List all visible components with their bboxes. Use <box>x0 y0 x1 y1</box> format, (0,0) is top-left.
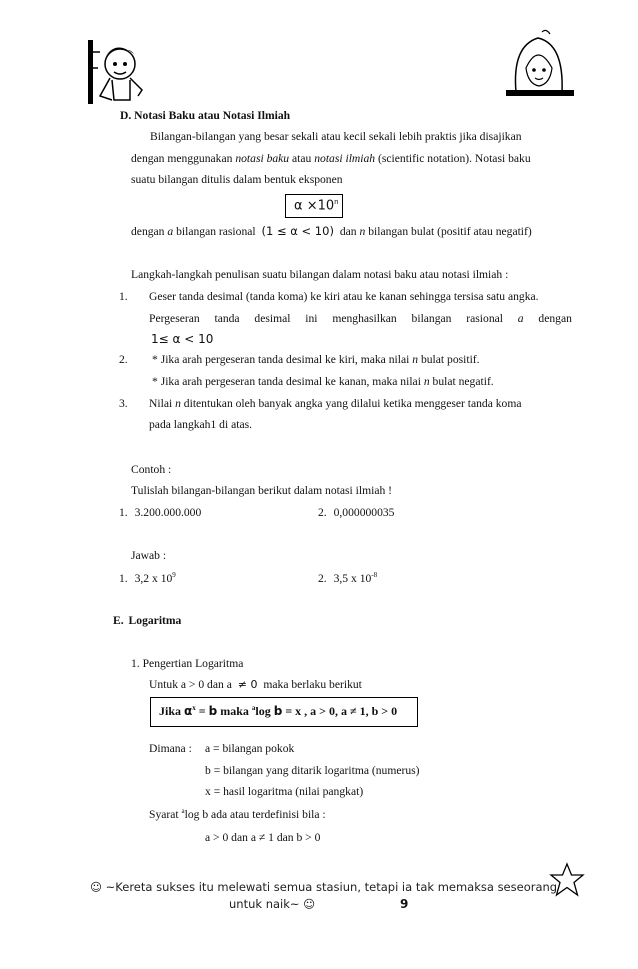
var-b: b <box>208 704 218 718</box>
item-base: 3,2 x 10 <box>134 571 173 585</box>
step1-number: 1. <box>119 290 128 303</box>
syarat-condition: a > 0 dan a ≠ 1 dan b > 0 <box>205 831 321 844</box>
term-notasi-ilmiah: notasi ilmiah <box>314 152 376 165</box>
word: dengan <box>538 312 572 325</box>
step2-line2 <box>152 375 494 388</box>
example-item-1 <box>119 506 201 519</box>
section-d-heading: D. Notasi Baku atau Notasi Ilmiah <box>120 109 291 122</box>
var-a: a <box>167 225 174 238</box>
step2-number: 2. <box>119 353 128 366</box>
item-number: 1. <box>119 506 128 519</box>
item-value: 0,000000035 <box>333 506 395 519</box>
range-expression: (1 ≤ α < 10) <box>261 224 334 238</box>
page-number: 9 <box>400 897 409 911</box>
var-a: a <box>517 312 524 325</box>
dimana-item: x = hasil logaritma (nilai pangkat) <box>205 785 364 798</box>
var-n: n <box>412 353 419 366</box>
section-d-para-line3: suatu bilangan ditulis dalam bentuk eksponen <box>131 173 343 186</box>
formula-description <box>131 224 532 238</box>
log-base: a <box>251 704 256 712</box>
text: Untuk a > 0 dan a <box>149 678 232 691</box>
step3-line2: pada langkah1 di atas. <box>149 418 253 431</box>
heading-letter: E. <box>113 614 124 627</box>
logaritma-subheading: 1. Pengertian Logaritma <box>131 657 244 670</box>
formula-box <box>285 194 343 218</box>
alpha: α <box>184 704 193 718</box>
example-item-2 <box>318 506 394 519</box>
logaritma-condition <box>149 678 362 691</box>
text: = x , a > 0, a ≠ 1, b > 0 <box>282 704 398 718</box>
text: * Jika arah pergeseran tanda desimal ke kiri, maka nilai <box>152 353 410 366</box>
word: ini <box>305 312 318 325</box>
word: menghasilkan <box>332 312 397 325</box>
word: tanda <box>214 312 240 325</box>
var-n: n <box>423 375 430 388</box>
exponent-x: x <box>192 704 196 712</box>
section-d-para-line1 <box>150 130 573 143</box>
step2-line1 <box>152 353 480 366</box>
text: (scientific notation). Notasi baku <box>378 152 531 165</box>
step1-line1: Geser tanda desimal (tanda koma) ke kiri atau ke kanan sehingga tersisa satu angka. <box>149 290 539 303</box>
formula <box>294 198 339 213</box>
steps-intro: Langkah-langkah penulisan suatu bilangan dalam notasi baku atau notasi ilmiah : <box>131 268 509 281</box>
footer-quote-line1: ☺ ~Kereta sukses itu melewati semua stasiun, tetapi ia tak memaksa seseorang <box>90 880 558 894</box>
boy-cartoon-illustration <box>86 38 148 108</box>
answer-item-2 <box>318 571 377 585</box>
girl-cartoon-illustration <box>502 28 576 102</box>
var-n: n <box>359 225 366 238</box>
step3-line1 <box>149 397 522 410</box>
dimana-item: a = bilangan pokok <box>205 742 295 755</box>
star-icon <box>548 862 586 898</box>
dimana-label: Dimana : <box>149 742 192 755</box>
step3-number: 3. <box>119 397 128 410</box>
example-intro: Tulislah bilangan-bilangan berikut dalam notasi ilmiah ! <box>131 484 393 497</box>
formula-base: α ×10 <box>294 198 335 214</box>
word: Pergeseran <box>149 312 200 325</box>
section-e-heading <box>113 614 181 627</box>
word: bilangan <box>411 312 452 325</box>
text: maka <box>217 704 252 718</box>
neq-zero: ≠ 0 <box>237 678 258 691</box>
text: bulat positif. <box>420 353 480 366</box>
text: log <box>255 704 274 718</box>
item-number: 1. <box>119 571 128 585</box>
answer-item-1 <box>119 571 176 585</box>
text: dengan <box>131 225 165 238</box>
text: log b ada atau terdefinisi bila : <box>184 807 326 821</box>
var-b: b <box>273 704 283 718</box>
text: = <box>195 704 209 718</box>
step1-line2 <box>149 312 572 325</box>
example-label: Contoh : <box>131 463 172 476</box>
term-notasi-baku: notasi baku <box>235 152 290 165</box>
step1-range: 1≤ α < 10 <box>151 332 214 346</box>
text: bilangan bulat (positif atau negatif) <box>368 225 532 238</box>
formula-exponent: n <box>334 198 339 206</box>
word: rasional <box>466 312 503 325</box>
text: * Jika arah pergeseran tanda desimal ke kanan, maka nilai <box>152 375 421 388</box>
text: Jika <box>159 704 185 718</box>
text: atau <box>292 152 312 165</box>
dimana-item: b = bilangan yang ditarik logaritma (numerus) <box>205 764 420 777</box>
section-d-para-line2 <box>131 152 531 165</box>
text: bulat negatif. <box>432 375 494 388</box>
text: dan <box>339 225 357 238</box>
item-value: 3.200.000.000 <box>134 506 202 519</box>
logaritma-definition <box>159 704 397 719</box>
item-base: 3,5 x 10 <box>333 571 372 585</box>
footer-quote-line2: untuk naik~ ☺ <box>229 897 316 911</box>
var-n: n <box>175 397 181 410</box>
log-base: a <box>181 807 185 815</box>
heading-title: Logaritma <box>128 614 182 627</box>
text: dengan menggunakan <box>131 152 233 165</box>
text: Syarat <box>149 807 179 821</box>
text: bilangan rasional <box>176 225 256 238</box>
syarat-line <box>149 807 326 821</box>
item-exponent: -8 <box>371 571 378 579</box>
text: Bilangan-bilangan yang besar sekali atau kecil sekali lebih praktis jika disajikan <box>150 130 522 143</box>
item-number: 2. <box>318 506 327 519</box>
text: Nilai <box>149 397 173 410</box>
text: ditentukan oleh banyak angka yang dilalui ketika menggeser tanda koma <box>183 397 522 410</box>
word: desimal <box>254 312 291 325</box>
item-number: 2. <box>318 571 327 585</box>
logaritma-definition-box <box>150 697 418 727</box>
answer-label: Jawab : <box>131 549 167 562</box>
text: maka berlaku berikut <box>263 678 362 691</box>
item-exponent: 9 <box>172 571 176 579</box>
